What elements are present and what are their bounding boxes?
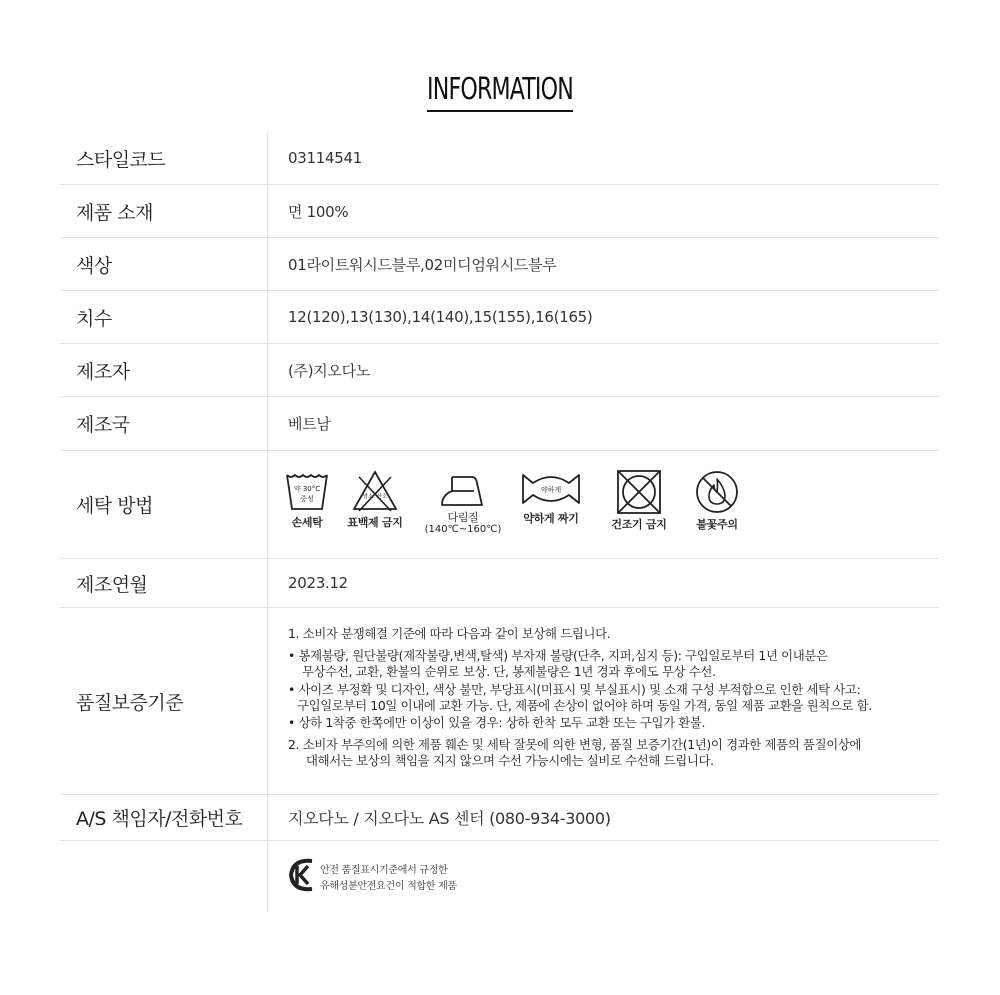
table-row-kc [60, 841, 939, 910]
quality-line-3: 무상수선, 교환, 환불의 순위로 보상. 단, 봉제불량은 1년 경과 후에도 무상 수선. [302, 664, 716, 679]
iron-temperature: (140℃~160℃) [424, 524, 502, 535]
style-code-value: 03114541 [288, 149, 362, 167]
date-label: 제조연월 [76, 573, 148, 596]
table-column-divider [267, 132, 268, 910]
quality-line-6: • 상하 1착중 한쪽에만 이상이 있을 경우: 상하 한착 모두 교환 또는 구입가 환불. [288, 715, 706, 730]
quality-line-5: 구입일로부터 10일 이내에 교환 가능. 단, 제품에 손상이 없어야 하며 동일 가격, 동일 제품 교환을 원칙으로 함. [297, 698, 872, 713]
style-code-label: 스타일코드 [76, 148, 166, 171]
quality-label: 품질보증기준 [76, 691, 184, 714]
quality-line-1: 1. 소비자 분쟁해결 기준에 따라 다음과 같이 보상해 드립니다. [288, 626, 611, 641]
color-value: 01라이트워시드블루,02미디엄워시드블루 [288, 255, 557, 274]
table-row-material [60, 185, 939, 238]
care-fire-caution [672, 469, 762, 531]
date-value: 2023.12 [288, 574, 348, 592]
table-row-color [60, 238, 939, 291]
maker-label: 제조자 [76, 360, 130, 383]
care-iron [418, 469, 508, 536]
table-row-country [60, 397, 939, 451]
quality-line-2: • 봉제불량, 원단불량(제작불량,변색,탈색) 부자재 불량(단추, 지퍼,심지 등): 구입일로부터 1년 이내분은 [288, 648, 828, 663]
as-value: 지오다노 / 지오다노 AS 센터 (080-934-3000) [288, 809, 611, 828]
no-bleach-caption: 표백제 금지 [347, 516, 403, 529]
gentle-wring-text: 약하게 [540, 486, 562, 494]
care-gentle-wring [506, 469, 596, 525]
kc-mark-icon [288, 857, 314, 893]
table-row-quality [60, 608, 939, 795]
iron-caption: 다림질 [447, 511, 479, 524]
table-row-washing [60, 451, 939, 559]
kc-line-1: 안전 품질표시기준에서 규정한 [320, 865, 448, 876]
care-symbols [278, 469, 918, 549]
maker-value: (주)지오다노 [288, 361, 371, 380]
no-tumble-dry-icon [616, 469, 662, 515]
fire-caution-caption: 불꽃주의 [696, 518, 738, 531]
hand-wash-detergent: 중성 [300, 495, 314, 503]
kc-certification [288, 857, 457, 897]
page-title: INFORMATION [0, 72, 1000, 112]
care-no-tumble-dry [594, 469, 684, 531]
country-label: 제조국 [76, 414, 130, 436]
material-value: 면 100% [288, 202, 349, 221]
country-value: 베트남 [288, 415, 331, 433]
gentle-wring-caption: 약하게 짜기 [523, 512, 579, 525]
quality-line-8: 대해서는 보상의 책임을 지지 않으며 수선 가능시에는 실비로 수선해 드립니다. [306, 753, 714, 768]
hand-wash-temp: 약 30°C [293, 485, 321, 493]
quality-line-7: 2. 소비자 부주의에 의한 제품 훼손 및 세탁 잘못에 의한 변형, 품질 보증기간(1년)이 경과한 제품의 품질이상에 [288, 737, 862, 752]
color-label: 색상 [76, 254, 112, 277]
table-row-style-code [60, 132, 939, 185]
no-tumble-dry-caption: 건조기 금지 [611, 518, 667, 531]
size-label: 치수 [76, 307, 112, 330]
size-value: 12(120),13(130),14(140),15(155),16(165) [288, 308, 593, 326]
gentle-wring-icon [521, 469, 581, 509]
as-label: A/S 책임자/전화번호 [76, 808, 243, 830]
hand-wash-caption: 손세탁 [291, 516, 323, 529]
care-no-bleach [330, 469, 420, 529]
table-row-date [60, 559, 939, 608]
no-bleach-chlorine: 염소 [362, 494, 374, 500]
table-row-maker [60, 344, 939, 397]
table-row-as [60, 795, 939, 841]
material-label: 제품 소재 [76, 201, 153, 224]
table-row-size [60, 291, 939, 344]
hand-wash-icon [284, 469, 330, 513]
kc-line-2: 유해성분안전요건이 적합한 제품 [320, 881, 457, 892]
iron-icon [438, 469, 488, 509]
quality-line-4: • 사이즈 부정확 및 디자인, 색상 불만, 부당표시(미표시 및 부실표시) 및 소재 구성 부적합으로 인한 세탁 사고: [288, 682, 861, 697]
washing-label: 세탁 방법 [76, 495, 153, 517]
fire-caution-icon [694, 469, 740, 515]
no-bleach-oxygen: 산소 [376, 494, 388, 500]
kc-text [320, 863, 457, 895]
no-bleach-icon [351, 469, 399, 513]
